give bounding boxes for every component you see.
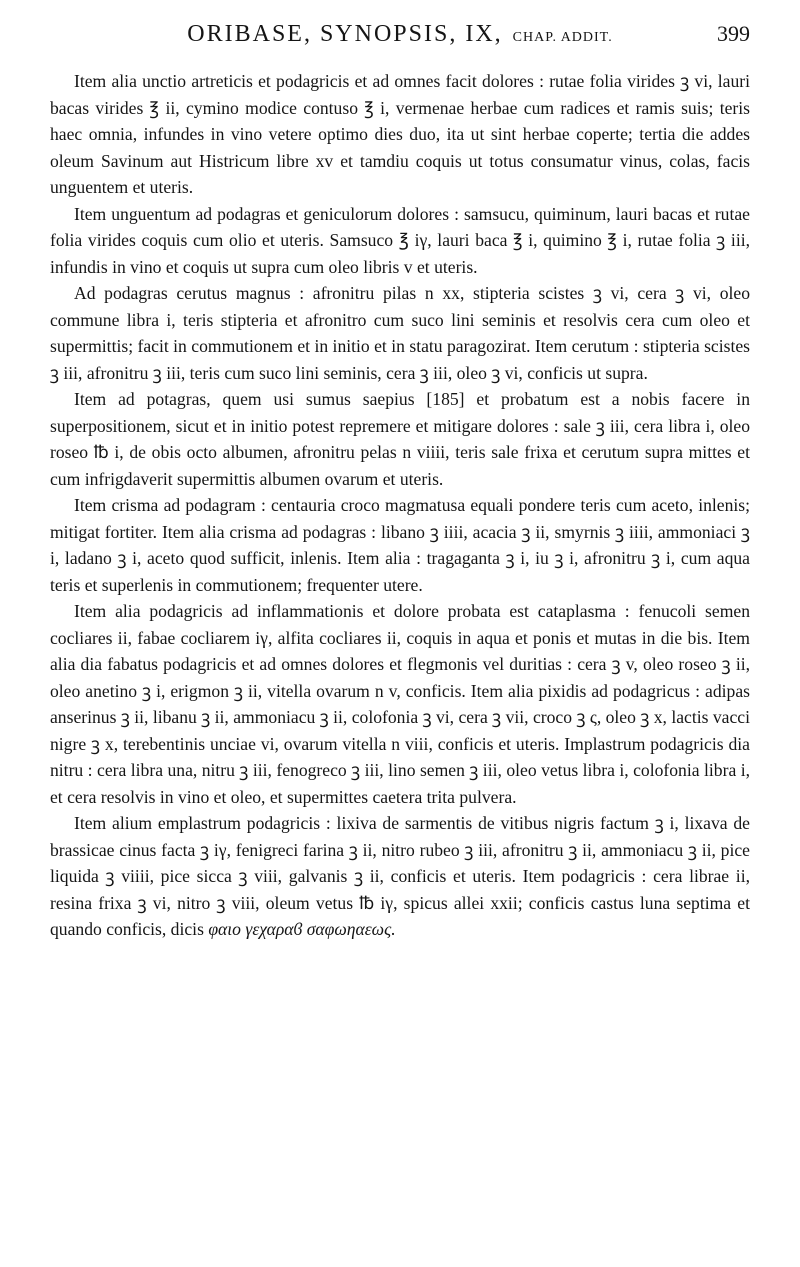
paragraph-potagras: Item ad potagras, quem usi sumus saepius [185] et probatum est a nobis facere in superpositionem, sicut et in initio potest repremere et mitigare dolores : sale ꝫ iii, cera libra i, oleo roseo ℔ i, de obis octo albumen, afronitru pelas n viiii, teris sale frixa et cerutum supra mittes et cum infrigdaverit supermittis albumen ovarum et uteris. [50,389,750,489]
paragraph-unctio-artreticis: Item alia unctio artreticis et podagricis et ad omnes facit dolores : rutae folia virides ꝫ vi, lauri bacas virides ℥ ii, cymino modice contuso ℥ i, vermenae herbae cum radices et ramis suis; teris haec omnia, infundes in vino vetere optimo dies duo, ita ut sint herbae coperte; tertia die addes oleum Savinum aut Histricum libre xv et tamdiu coquis ut totus consumatur vinus, colas, facis unguentem et uteris. [50,71,750,197]
paragraph-crisma: Item crisma ad podagram : centauria croco magmatusa equali pondere teris cum aceto, inlenis; mitigat fortiter. Item alia crisma ad podagras : libano ꝫ iiii, acacia ꝫ ii, smyrnis ꝫ iiii, ammoniaci ꝫ i, ladano ꝫ i, aceto quod sufficit, inlenis. Item alia : tragaganta ꝫ i, iu ꝫ i, afronitru ꝫ i, cum aqua teris et superlenis in commutionem; frequenter utere. [50,495,750,595]
running-subtitle: CHAP. ADDIT. [512,30,613,45]
page-body [50,68,750,943]
greek-incantation: φαιο γεχαραϐ σαφωηαεως. [208,919,396,939]
paragraph-cerutus-magnus: Ad podagras cerutus magnus : afronitru pilas n xx, stipteria scistes ꝫ vi, cera ꝫ vi, oleo commune libra i, teris stipteria et afronitro cum suco lini seminis et resolvis cera cum oleo et supermittis; facit in commutionem et in initio et in statu paragozirat. Item cerutum : stipteria scistes ꝫ iii, afronitru ꝫ iii, teris cum suco lini seminis, cera ꝫ iii, oleo ꝫ vi, conficis ut supra. [50,283,750,383]
running-title-text: ORIBASE, SYNOPSIS, IX, [187,21,503,47]
running-title [187,21,612,47]
page-header [50,16,750,52]
paragraph-emplastrum [50,810,750,943]
page-number: 399 [717,21,750,46]
paragraph-emplastrum-text: Item alium emplastrum podagricis : lixiva de sarmentis de vitibus nigris factum ꝫ i, lixava de brassicae cinus facta ꝫ iγ, fenigreci farina ꝫ ii, nitro rubeo ꝫ iii, afronitru ꝫ ii, ammoniacu ꝫ ii, pice liquida ꝫ viiii, pice sicca ꝫ viii, galvanis ꝫ ii, conficis et uteris. Item podagricis : cera librae ii, resina frixa ꝫ vi, nitro ꝫ viii, oleum vetus ℔ iγ, spicus allei xxii; conficis castus luna septima et quando conficis, dicis [50,813,750,939]
paragraph-cataplasma: Item alia podagricis ad inflammationis et dolore probata est cataplasma : fenucoli semen cocliares ii, fabae cocliarem iγ, alfita cocliares ii, coquis in aqua et ponis et mutas in die bis. Item alia dia fabatus podagricis et ad omnes dolores et flegmonis vel duritias : cera ꝫ v, oleo roseo ꝫ ii, oleo anetino ꝫ i, erigmon ꝫ ii, vitella ovarum n v, conficis. Item alia pixidis ad podagricus : adipas anserinus ꝫ ii, libanu ꝫ ii, ammoniacu ꝫ ii, colofonia ꝫ vi, cera ꝫ vii, croco ꝫ ς, oleo ꝫ x, lactis vacci nigre ꝫ x, terebentinis unciae vi, ovarum vitella n viii, conficis et uteris. Implastrum podagricis dia nitru : cera libra una, nitru ꝫ iii, fenogreco ꝫ iii, lino semen ꝫ iii, oleo vetus libra i, colofonia libra i, et cera resolvis in vino et oleo, et supermittes caetera trita pulvera. [50,601,750,807]
paragraph-unguentum-podagras: Item unguentum ad podagras et geniculorum dolores : samsucu, quiminum, lauri bacas et rutae folia virides coquis cum olio et uteris. Samsuco ℥ iγ, lauri baca ℥ i, quimino ℥ i, rutae folia ꝫ iii, infundis in vino et coquis ut supra cum oleo libris v et uteris. [50,203,750,277]
